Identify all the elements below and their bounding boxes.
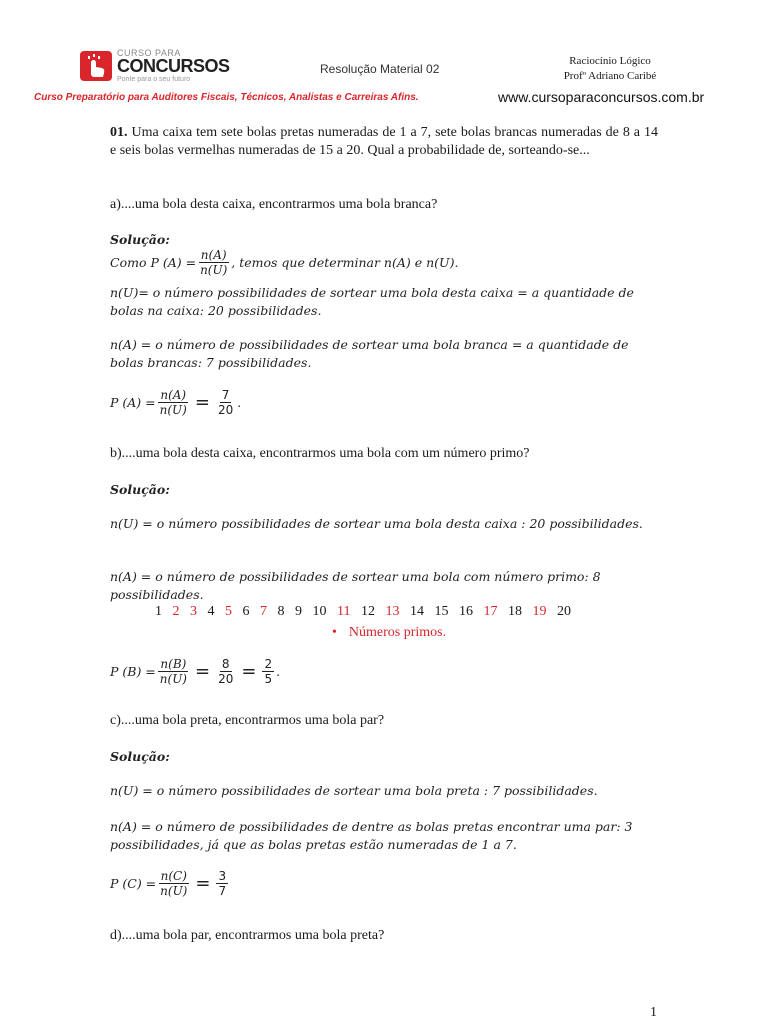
header-professor: Profº Adriano Caribé — [563, 70, 657, 82]
number-14: 14 — [409, 604, 424, 619]
number-7-prime: 7 — [260, 604, 267, 619]
result-fraction — [216, 388, 235, 417]
page-number: 1 — [650, 1005, 657, 1020]
fraction-numerator: n(A) — [160, 388, 187, 402]
part-b-na-text: n(A) = o número de possibilidades de sortear uma bola com número primo: 8 possibilidades. — [110, 569, 601, 602]
logo-tagline: Ponte para o seu futuro — [117, 76, 191, 83]
formula-fraction — [158, 869, 189, 898]
formula-fraction — [158, 388, 189, 417]
number-17-prime: 17 — [483, 604, 498, 619]
simplified-fraction — [262, 657, 274, 686]
number-11-prime: 11 — [337, 604, 351, 619]
number-5-prime: 5 — [225, 604, 232, 619]
part-b-solucao-label: Solução: — [110, 482, 170, 497]
fraction-denominator: n(U) — [159, 672, 187, 686]
fraction-denominator: n(U) — [160, 884, 188, 898]
formula-end: . — [237, 395, 242, 410]
formula-end: . — [276, 664, 281, 679]
part-a-solucao-label: Solução: — [110, 232, 170, 247]
p-label: P (A) = — [110, 395, 156, 410]
header-website[interactable]: www.cursoparaconcursos.com.br — [498, 89, 705, 105]
number-2-prime: 2 — [172, 604, 180, 619]
fraction-numerator: 8 — [221, 657, 230, 671]
number-12: 12 — [360, 604, 375, 619]
equals-sign: = — [241, 661, 257, 682]
logo-mark — [80, 51, 112, 81]
part-c-result-formula — [110, 869, 230, 898]
number-19-prime: 19 — [532, 604, 547, 619]
fraction-denominator: 20 — [218, 672, 234, 686]
part-a-nu-text: n(U)= o número possibilidades de sortear uma bola desta caixa = a quantidade de bolas na caixa: 20 possibilidades. — [110, 285, 634, 318]
fraction-numerator: n(A) — [200, 248, 227, 262]
number-16: 16 — [458, 604, 473, 619]
number-6: 6 — [242, 604, 250, 619]
fraction-denominator: n(U) — [200, 263, 228, 277]
number-line — [155, 603, 578, 621]
number-9: 9 — [295, 604, 302, 619]
number-15: 15 — [434, 604, 449, 619]
result-fraction — [216, 657, 235, 686]
logo — [80, 48, 230, 86]
number-8: 8 — [277, 604, 285, 619]
p-label: P (C) = — [110, 876, 157, 891]
number-20: 20 — [556, 604, 571, 619]
part-a-result-formula — [110, 388, 241, 417]
part-a-definition-fraction — [198, 248, 229, 277]
header-right — [545, 54, 675, 84]
question-statement — [110, 124, 658, 160]
part-a-como-pre: Como P (A) = — [110, 255, 197, 270]
header-center-title: Resolução Material 02 — [320, 62, 440, 76]
number-13-prime: 13 — [385, 604, 400, 619]
fraction-denominator: n(U) — [159, 403, 187, 417]
fraction-denominator: 5 — [264, 672, 273, 686]
logo-top-text: CURSO PARA — [117, 48, 181, 58]
fraction-denominator: 20 — [217, 403, 234, 417]
part-a-na-text: n(A) = o número de possibilidades de sortear uma bola branca = a quantidade de bolas brancas: 7 possibilidades. — [110, 337, 629, 370]
result-fraction — [216, 869, 228, 898]
equals-sign: = — [195, 661, 211, 682]
part-a-prompt: a)....uma bola desta caixa, encontrarmos uma bola branca? — [110, 197, 438, 212]
part-c-solucao-label: Solução: — [110, 749, 170, 764]
part-a-como-line — [110, 248, 458, 277]
part-b-prompt: b)....uma bola desta caixa, encontrarmos uma bola com um número primo? — [110, 446, 530, 461]
fraction-numerator: n(B) — [160, 657, 187, 671]
primes-legend — [332, 624, 446, 642]
p-label: P (B) = — [110, 664, 156, 679]
part-c-nu-text: n(U) = o número possibilidades de sortear uma bola preta : 7 possibilidades. — [110, 783, 598, 798]
primes-legend-text: Números primos. — [348, 625, 447, 640]
part-b-result-formula — [110, 657, 280, 686]
number-1: 1 — [155, 604, 162, 619]
number-10: 10 — [312, 604, 327, 619]
part-c-prompt: c)....uma bola preta, encontrarmos uma bola par? — [110, 713, 385, 728]
equals-sign: = — [195, 873, 211, 894]
fraction-numerator: n(C) — [160, 869, 187, 883]
fraction-numerator: 3 — [218, 869, 227, 883]
equals-sign: = — [194, 392, 210, 413]
part-c-na-text: n(A) = o número de possibilidades de dentre as bolas pretas encontrar uma par: 3 possibilidades, já que as bolas pretas estão numeradas de 1 a 7. — [110, 819, 633, 852]
part-d-prompt: d)....uma bola par, encontrarmos uma bola preta? — [110, 928, 385, 943]
header-subtitle: Curso Preparatório para Auditores Fiscais, Técnicos, Analistas e Carreiras Afins. — [34, 92, 419, 103]
formula-fraction — [158, 657, 189, 686]
part-b-nu-text: n(U) = o número possibilidades de sortear uma bola desta caixa : 20 possibilidades. — [110, 516, 643, 531]
number-4: 4 — [207, 604, 215, 619]
logo-main-text: CONCURSOS — [117, 56, 230, 76]
bullet-icon: • — [332, 625, 337, 640]
number-3-prime: 3 — [190, 604, 197, 619]
fraction-denominator: 7 — [218, 884, 227, 898]
header-subject: Raciocínio Lógico — [569, 55, 651, 67]
number-18: 18 — [507, 604, 522, 619]
question-text: Uma caixa tem sete bolas pretas numeradas de 1 a 7, sete bolas brancas numeradas de 8 a 14 e seis bolas vermelhas numeradas de 15 a 20. Qual a probabilidade de, sorteando-se... — [110, 125, 658, 158]
question-number: 01. — [110, 125, 128, 140]
fraction-numerator: 2 — [264, 657, 273, 671]
fraction-numerator: 7 — [221, 388, 230, 402]
part-a-como-post: , temos que determinar n(A) e n(U). — [231, 255, 459, 270]
